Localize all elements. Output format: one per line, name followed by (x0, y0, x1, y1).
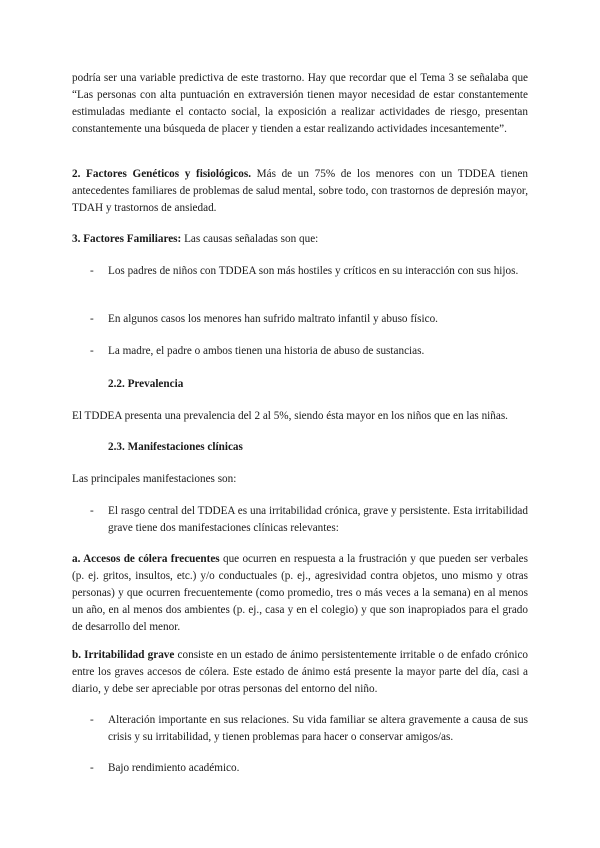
list-item-text: La madre, el padre o ambos tienen una historia de abuso de sustancias. (108, 345, 425, 357)
list-item (90, 263, 528, 280)
bullet-dash: - (90, 345, 94, 357)
list-item (90, 760, 528, 777)
list-item (90, 712, 528, 746)
item-b-paragraph (72, 647, 528, 698)
item-b-text: consiste en un estado de ánimo persistentemente irritable o de enfado crónico entre los graves accesos de cólera. Este estado de ánimo está presente la mayor parte del día, casi a diario, y debe ser apreciable por otras personas del entorno del niño. (72, 649, 528, 695)
factor-family-text: Las causas señaladas son que: (181, 233, 319, 245)
bullet-dash: - (90, 313, 94, 325)
factor-family-title: 3. Factores Familiares: (72, 233, 182, 245)
item-a-title: a. Accesos de cólera frecuentes (72, 553, 220, 565)
item-a-paragraph (72, 551, 528, 636)
item-b-title: b. Irritabilidad grave (72, 649, 175, 661)
factor-family-paragraph (72, 231, 528, 248)
manifestations-intro: Las principales manifestaciones son: (72, 473, 237, 485)
list-item-text: Alteración importante en sus relaciones. Su vida familiar se altera gravemente a causa de sus crisis y su irritabilidad, y tienen problemas para hacer o conservar amigos/as. (108, 714, 528, 743)
prevalence-paragraph: El TDDEA presenta una prevalencia del 2 al 5%, siendo ésta mayor en los niños que en las niñas. (72, 410, 508, 422)
section-heading-prevalence: 2.2. Prevalencia (108, 378, 184, 390)
factor-genetic-paragraph (72, 166, 528, 217)
section-heading-manifestations: 2.3. Manifestaciones clínicas (108, 441, 243, 453)
item-a-text: que ocurren en respuesta a la frustración y que pueden ser verbales (p. ej. gritos, insultos, etc.) y/o conductuales (p. ej., agresividad contra objetos, uno mismo y otras personas) y que ocurren frecuentemente (como promedio, tres o más veces a la semana) en al menos un año, en al menos dos ambientes (p. ej., casa y en el colegio) y que son inapropiados para el grado de desarrollo del menor. (72, 553, 528, 633)
bullet-dash: - (90, 714, 94, 726)
factor-genetic-text: Más de un 75% de los menores con un TDDEA tienen antecedentes familiares de problemas de salud mental, sobre todo, con trastornos de depresión mayor, TDAH y trastornos de ansiedad. (72, 168, 529, 214)
list-item-text: Bajo rendimiento académico. (108, 762, 240, 774)
intro-paragraph: podría ser una variable predictiva de este trastorno. Hay que recordar que el Tema 3 se señalaba que “Las personas con alta puntuación en extraversión tienen mayor necesidad de estar constantemente estimuladas mediante el contacto social, la exposición a realizar actividades de riesgo, presentan constantemente una búsqueda de placer y tienden a estar realizando actividades incesantemente”. (72, 72, 528, 135)
list-item-text: Los padres de niños con TDDEA son más hostiles y críticos en su interacción con sus hijos. (108, 265, 519, 277)
list-item (90, 503, 528, 537)
factor-genetic-title: 2. Factores Genéticos y fisiológicos. (72, 168, 252, 180)
bullet-dash: - (90, 505, 94, 517)
bullet-dash: - (90, 265, 94, 277)
list-item (90, 343, 528, 360)
bullet-dash: - (90, 762, 94, 774)
list-item-text: En algunos casos los menores han sufrido maltrato infantil y abuso físico. (108, 313, 438, 325)
list-item-text: El rasgo central del TDDEA es una irritabilidad crónica, grave y persistente. Esta irritabilidad grave tiene dos manifestaciones clínicas relevantes: (108, 505, 528, 534)
list-item (90, 311, 528, 328)
